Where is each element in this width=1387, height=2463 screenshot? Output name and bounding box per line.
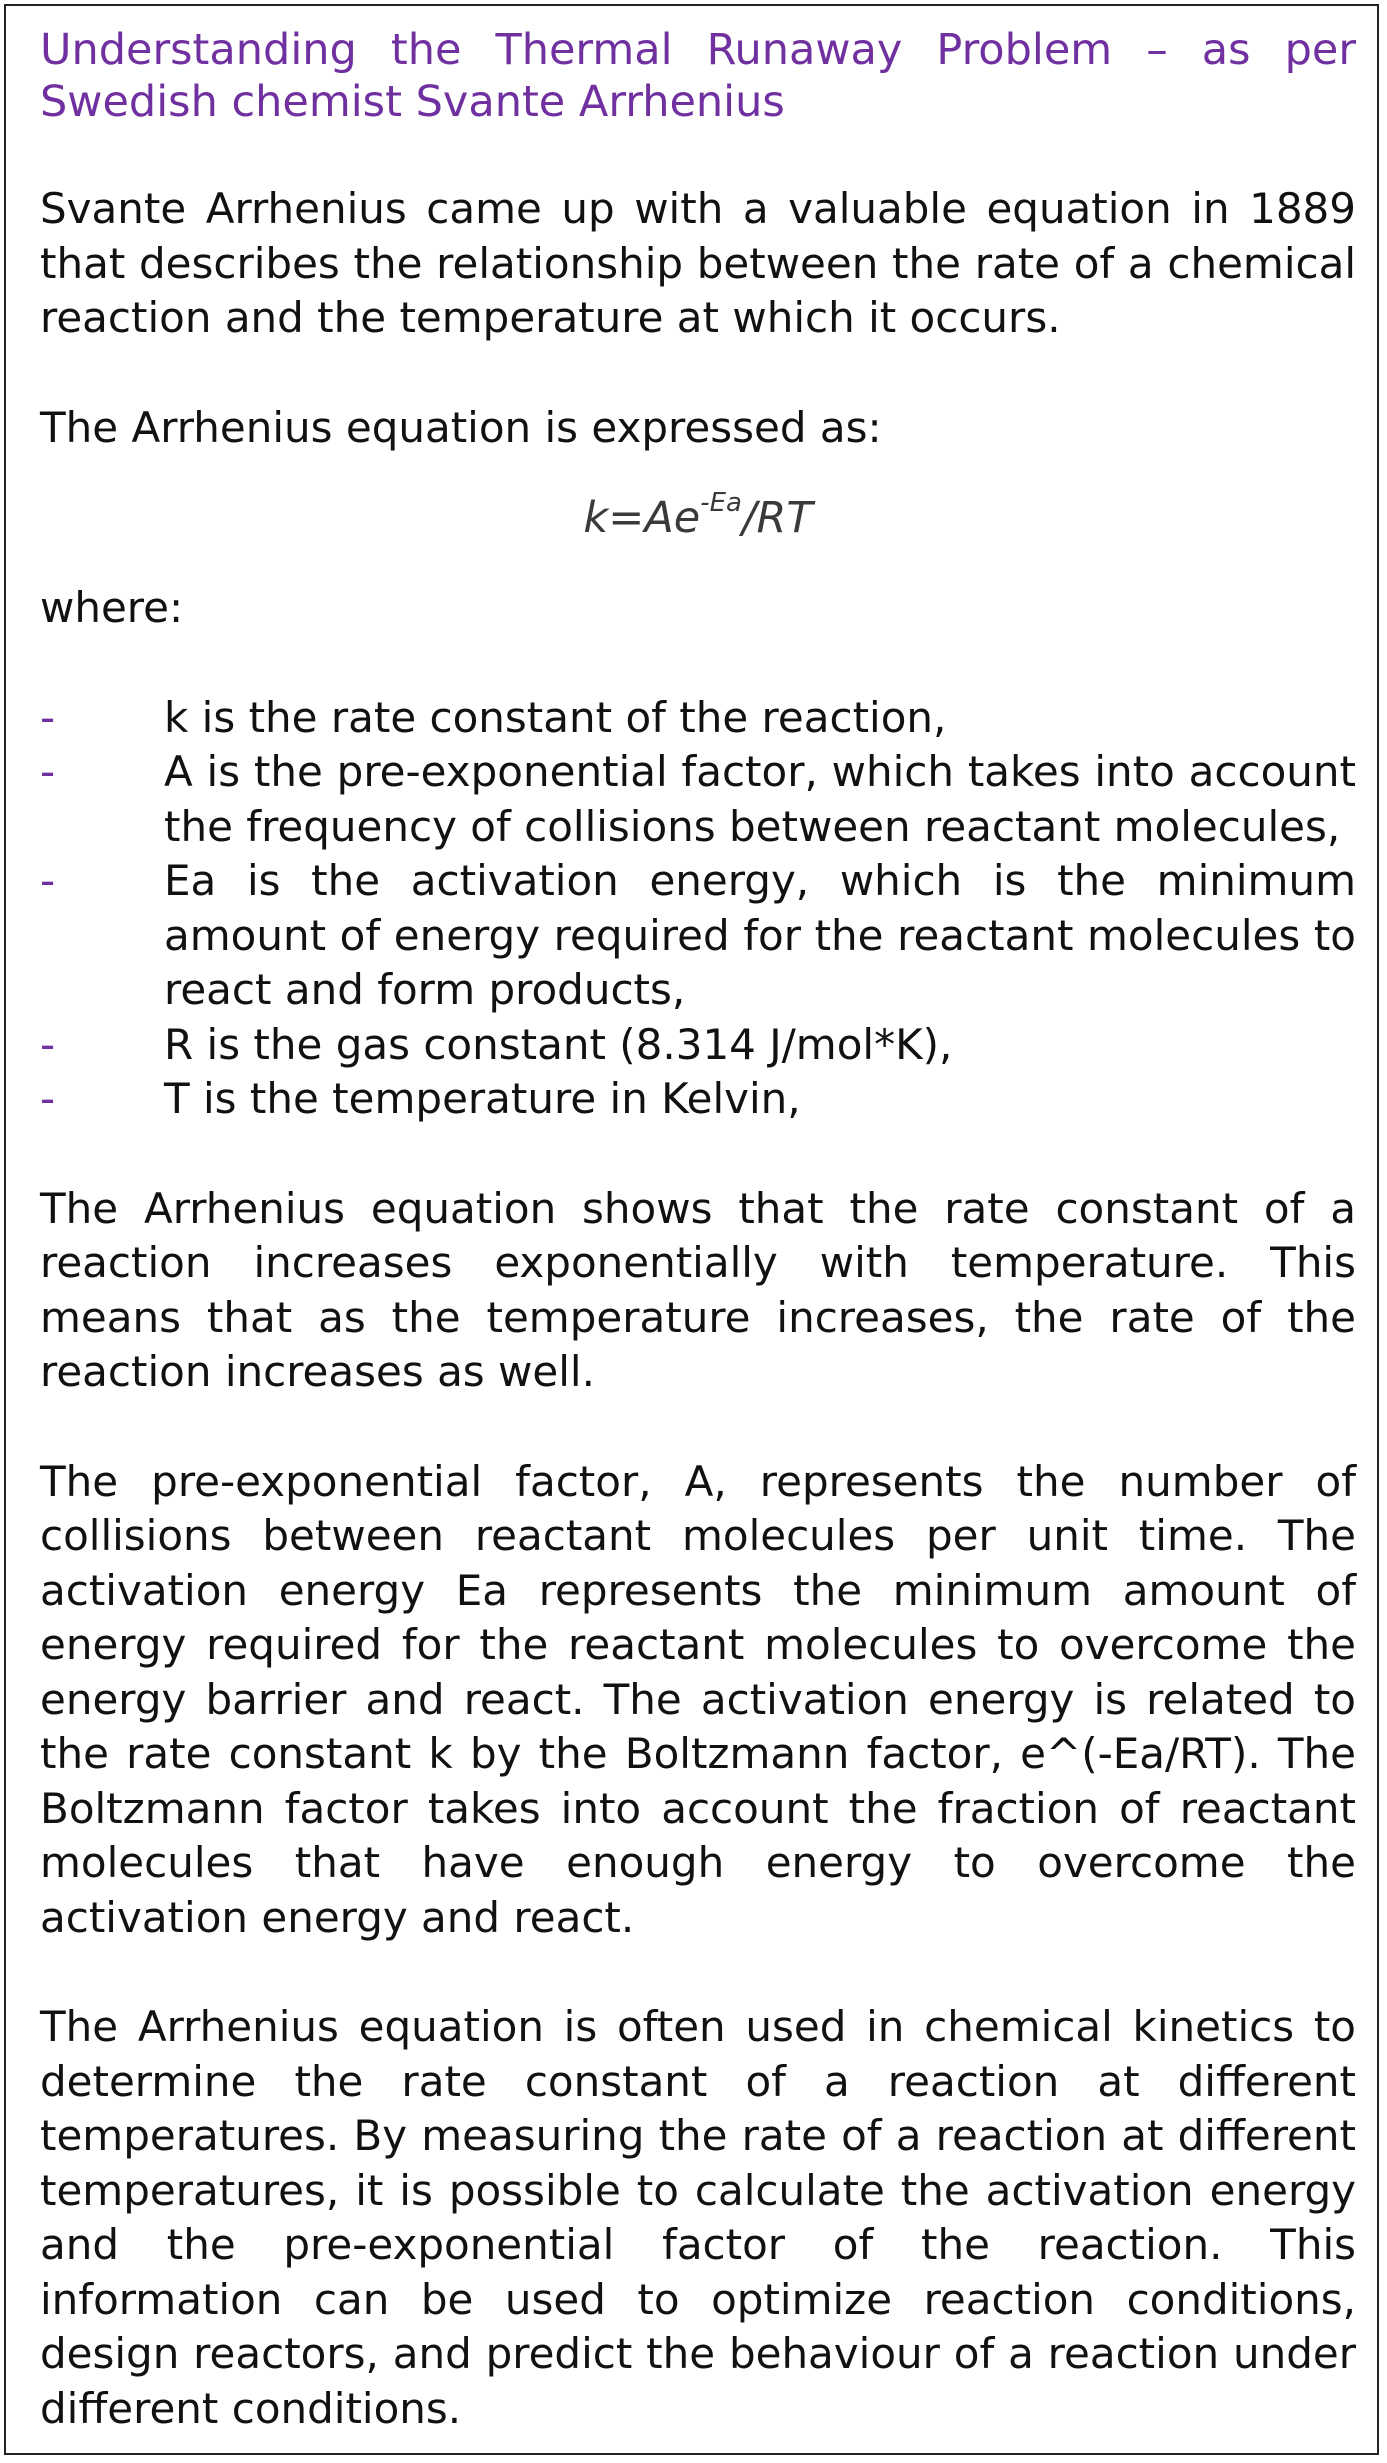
definition-text: T is the temperature in Kelvin, (164, 1074, 801, 1123)
equation-tail: /RT (741, 493, 813, 543)
dash-bullet: - (40, 1019, 56, 1069)
spacer (40, 346, 1356, 401)
dash-bullet: - (40, 856, 56, 905)
spacer (40, 1945, 1356, 2000)
document-title: Understanding the Thermal Runaway Problem – as per Swedish chemist Svante Arrhenius (40, 25, 1356, 127)
dash-bullet: - (40, 1074, 56, 1123)
equation-intro: The Arrhenius equation is expressed as: (40, 402, 882, 452)
spacer (40, 1400, 1356, 1455)
definition-text: R is the gas constant (8.314 J/mol*K), (164, 1019, 953, 1069)
definition-item-t (40, 1072, 1356, 1127)
document-frame (4, 4, 1379, 2455)
definition-item-k (40, 691, 1356, 746)
dash-bullet: - (40, 747, 56, 796)
body-paragraph-3: The Arrhenius equation is often used in chemical kinetics to determine the rate constant of a reaction at different temperatures. By measuring the rate of a reaction at different temperatures, it is possible to calculate the activation energy and the pre-exponential factor of the reaction. This information can be used to optimize reaction conditions, design reactors, and predict the behaviour of a reaction under different conditions. (40, 2002, 1356, 2433)
arrhenius-equation (40, 487, 1356, 545)
definition-text: A is the pre-exponential factor, which takes into account the frequency of collisions between reactant molecules, (164, 747, 1356, 851)
equation-exponent: -Ea (700, 487, 742, 518)
definition-item-ea (40, 854, 1356, 1018)
document-content (40, 24, 1356, 2436)
intro-paragraph: Svante Arrhenius came up with a valuable equation in 1889 that describes the relationship between the rate of a chemical reaction and the temperature at which it occurs. (40, 184, 1356, 342)
definitions-list (40, 691, 1356, 1127)
definition-text: Ea is the activation energy, which is the minimum amount of energy required for the reactant molecules to react and form products, (164, 856, 1356, 1014)
spacer (40, 636, 1356, 691)
body-paragraph-2: The pre-exponential factor, A, represents the number of collisions between reactant molecules per unit time. The activation energy Ea represents the minimum amount of energy required for the reactant molecules to overcome the energy barrier and react. The activation energy is related to the rate constant k by the Boltzmann factor, e^(-Ea/RT). The Boltzmann factor takes into account the fraction of reactant molecules that have enough energy to overcome the activation energy and react. (40, 1456, 1356, 1942)
definition-item-r (40, 1018, 1356, 1073)
definition-item-a (40, 745, 1356, 854)
definition-text: k is the rate constant of the reaction, (164, 692, 947, 742)
body-paragraph-1: The Arrhenius equation shows that the rate constant of a reaction increases exponentially with temperature. This means that as the temperature increases, the rate of the reaction increases as well. (40, 1183, 1356, 1396)
dash-bullet: - (40, 692, 56, 742)
equation-main: k=Ae (583, 493, 701, 543)
spacer (40, 1127, 1356, 1182)
where-label: where: (40, 583, 184, 632)
